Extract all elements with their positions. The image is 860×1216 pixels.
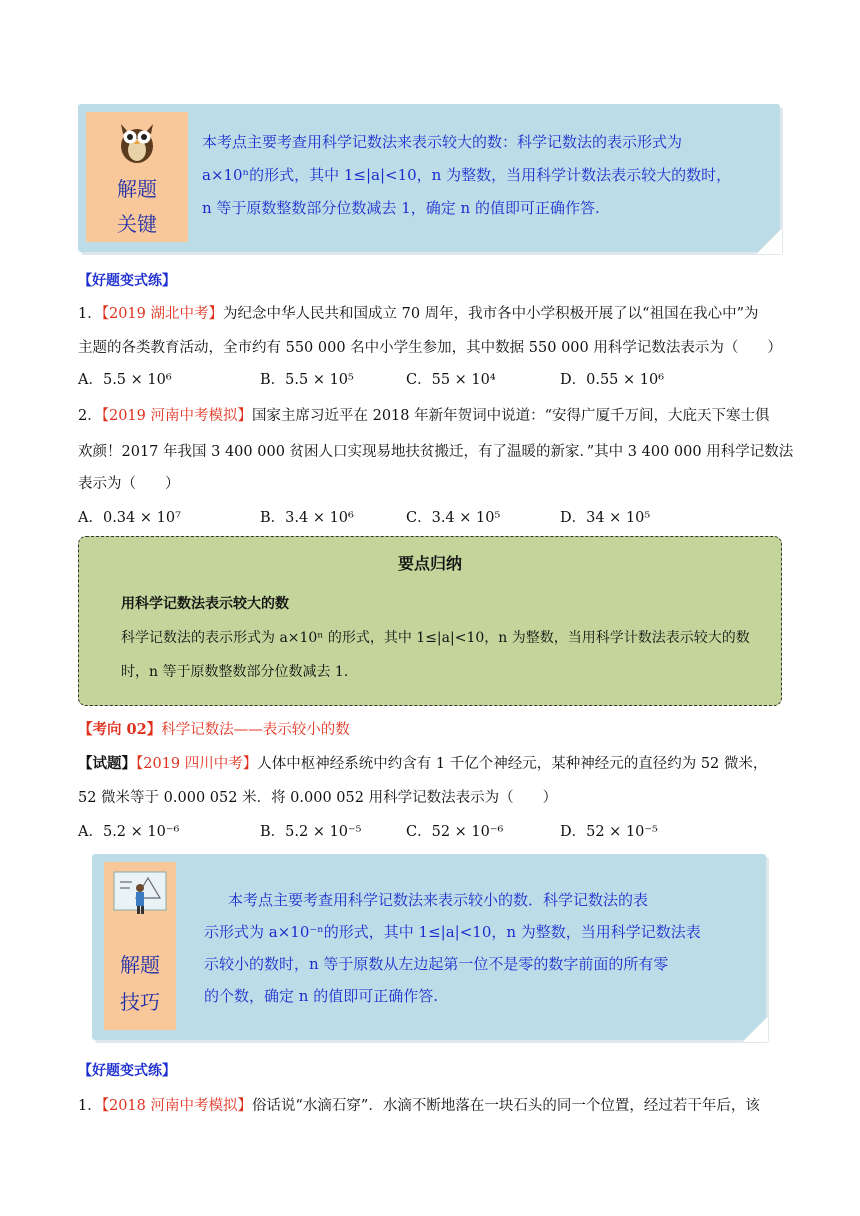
question-2-line1 bbox=[78, 404, 770, 425]
page-curl bbox=[756, 228, 782, 254]
key-point-box bbox=[78, 104, 780, 252]
section-label: 【好题变式练】 bbox=[78, 273, 176, 289]
key-point-line2: a×10ⁿ的形式，其中 1≤|a|<10，n 为整数，当用科学计数法表示较大的数时， bbox=[202, 166, 732, 184]
page-curl bbox=[742, 1016, 768, 1042]
owl-icon bbox=[115, 118, 159, 164]
technique-box bbox=[92, 854, 766, 1040]
summary-line1: 科学记数法的表示形式为 a×10ⁿ 的形式，其中 1≤|a|<10，n 为整数，当用科学计数法表示较大的数 bbox=[121, 630, 750, 646]
student-blackboard-icon bbox=[112, 868, 168, 918]
option-c: C．3.4 × 10⁵ bbox=[406, 510, 501, 526]
technique-tag-line2: 技巧 bbox=[120, 990, 160, 1014]
question-text: 俗话说“水滴石穿”．水滴不断地落在一块石头的同一个位置，经过若干年后，该 bbox=[252, 1098, 760, 1114]
question-1-line2: 主题的各类教育活动，全市约有 550 000 名中小学生参加，其中数据 550 000 用科学记数法表示为（ ） bbox=[78, 340, 782, 356]
summary-box bbox=[78, 536, 782, 706]
technique-line2: 示形式为 a×10⁻ⁿ的形式，其中 1≤|a|<10，n 为整数，当用科学记数法表 bbox=[204, 923, 701, 941]
key-point-line1: 本考点主要考查用科学记数法来表示较大的数：科学记数法的表示形式为 bbox=[202, 133, 683, 151]
direction-label: 【考向 02】 bbox=[78, 721, 162, 738]
option-c: C．55 × 10⁴ bbox=[406, 372, 496, 388]
option-a: A．5.5 × 10⁶ bbox=[78, 372, 172, 388]
question-text: 国家主席习近平在 2018 年新年贺词中说道：“安得广厦千万间，大庇天下寒士俱 bbox=[252, 408, 770, 424]
question-number: 2． bbox=[78, 408, 102, 424]
technique-line1: 本考点主要考查用科学记数法来表示较小的数．科学记数法的表 bbox=[228, 891, 649, 909]
summary-subtitle: 用科学记数法表示较大的数 bbox=[121, 596, 289, 612]
section-label: 【好题变式练】 bbox=[78, 1063, 176, 1079]
option-b: B．3.4 × 10⁶ bbox=[260, 510, 354, 526]
question-number: 1． bbox=[78, 1098, 102, 1114]
option-d: D．0.55 × 10⁶ bbox=[560, 372, 665, 388]
trial-line2: 52 微米等于 0.000 052 米．将 0.000 052 用科学记数法表示为（ ） bbox=[78, 790, 558, 806]
key-point-line3: n 等于原数整数部分位数减去 1，确定 n 的值即可正确作答. bbox=[202, 199, 600, 217]
direction-title: 科学记数法——表示较小的数 bbox=[161, 722, 350, 738]
summary-line2: 时，n 等于原数整数部分位数减去 1. bbox=[121, 664, 349, 680]
direction-heading bbox=[78, 718, 350, 739]
option-a: A．0.34 × 10⁷ bbox=[78, 510, 181, 526]
question-1-line1 bbox=[78, 302, 759, 323]
technique-tag-line1: 解题 bbox=[120, 953, 160, 977]
technique-tag bbox=[104, 862, 176, 1030]
option-d: D．34 × 10⁵ bbox=[560, 510, 651, 526]
key-point-tag-line2: 关键 bbox=[117, 212, 157, 236]
question-source: 【2019 河南中考模拟】 bbox=[101, 408, 252, 424]
technique-line4: 的个数，确定 n 的值即可正确作答. bbox=[204, 987, 438, 1005]
option-b: B．5.2 × 10⁻⁵ bbox=[260, 824, 362, 840]
key-point-tag-line1: 解题 bbox=[117, 177, 157, 201]
summary-title: 要点归纳 bbox=[397, 554, 462, 573]
question-2-line2: 欢颜！2017 年我国 3 400 000 贫困人口实现易地扶贫搬迁，有了温暖的新家．”其中 3 400 000 用科学记数法 bbox=[78, 444, 794, 460]
question-source: 【2018 河南中考模拟】 bbox=[101, 1098, 252, 1114]
question-text: 为纪念中华人民共和国成立 70 周年，我市各中小学积极开展了以“祖国在我心中”为 bbox=[223, 306, 759, 322]
technique-line3: 示较小的数时，n 等于原数从左边起第一位不是零的数字前面的所有零 bbox=[204, 955, 669, 973]
trial-line1 bbox=[78, 752, 767, 773]
trial-source: 【2019 四川中考】 bbox=[136, 756, 258, 772]
question-source: 【2019 湖北中考】 bbox=[101, 306, 223, 322]
option-c: C．52 × 10⁻⁶ bbox=[406, 824, 504, 840]
key-point-tag bbox=[86, 112, 188, 242]
trial-text: 人体中枢神经系统中约含有 1 千亿个神经元，某种神经元的直径约为 52 微米， bbox=[257, 756, 768, 772]
question-number: 1． bbox=[78, 306, 102, 322]
trial-label: 【试题】 bbox=[78, 755, 136, 772]
question-3-line1 bbox=[78, 1094, 760, 1115]
option-b: B．5.5 × 10⁵ bbox=[260, 372, 354, 388]
option-a: A．5.2 × 10⁻⁶ bbox=[78, 824, 180, 840]
option-d: D．52 × 10⁻⁵ bbox=[560, 824, 658, 840]
question-2-line3: 表示为（ ） bbox=[78, 476, 180, 492]
